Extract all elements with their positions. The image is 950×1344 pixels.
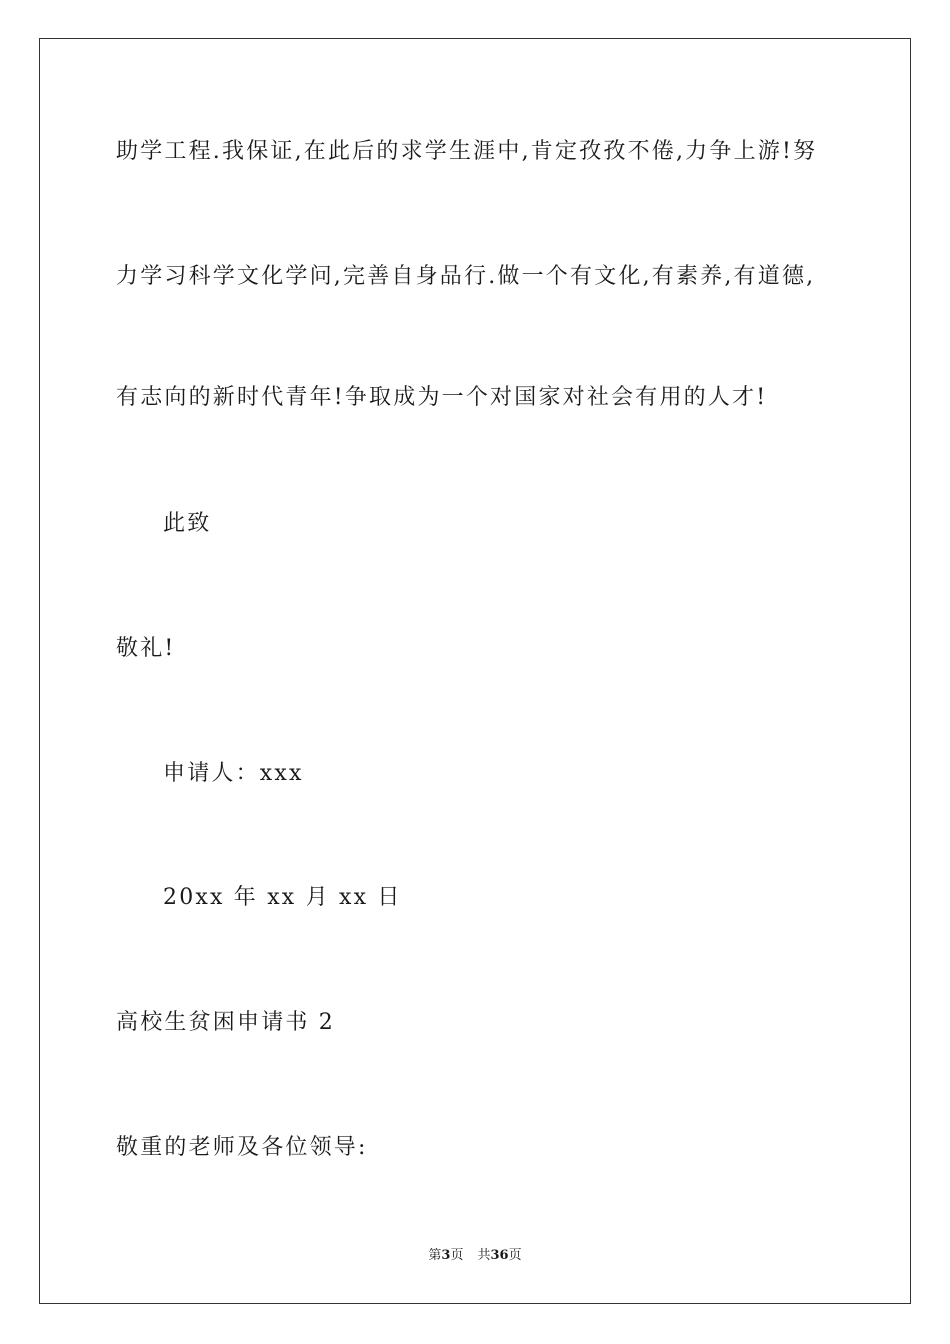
page-prefix: 第 (428, 1248, 442, 1263)
total-suffix: 页 (508, 1248, 522, 1263)
section-title: 高校生贫困申请书 2 (116, 1010, 335, 1035)
page-footer (0, 1247, 950, 1265)
signature-date: 20xx 年 xx 月 xx 日 (163, 885, 402, 910)
page-number: 3 (441, 1248, 451, 1263)
closing-salutation: 此致 (163, 511, 212, 536)
body-paragraph-line-1: 助学工程.我保证,在此后的求学生涯中,肯定孜孜不倦,力争上游!努 (116, 139, 818, 164)
closing-regards: 敬礼! (116, 636, 176, 661)
total-pages: 36 (490, 1248, 509, 1263)
page-border (39, 38, 911, 1304)
body-paragraph-line-2: 力学习科学文化学问,完善自身品行.做一个有文化,有素养,有道德, (116, 264, 816, 289)
body-paragraph-line-3: 有志向的新时代青年!争取成为一个对国家对社会有用的人才! (116, 385, 768, 410)
page-suffix: 页 (450, 1248, 464, 1263)
applicant-signature: 申请人：xxx (163, 761, 304, 786)
letter-greeting: 敬重的老师及各位领导: (116, 1135, 368, 1160)
total-prefix: 共 (477, 1248, 491, 1263)
